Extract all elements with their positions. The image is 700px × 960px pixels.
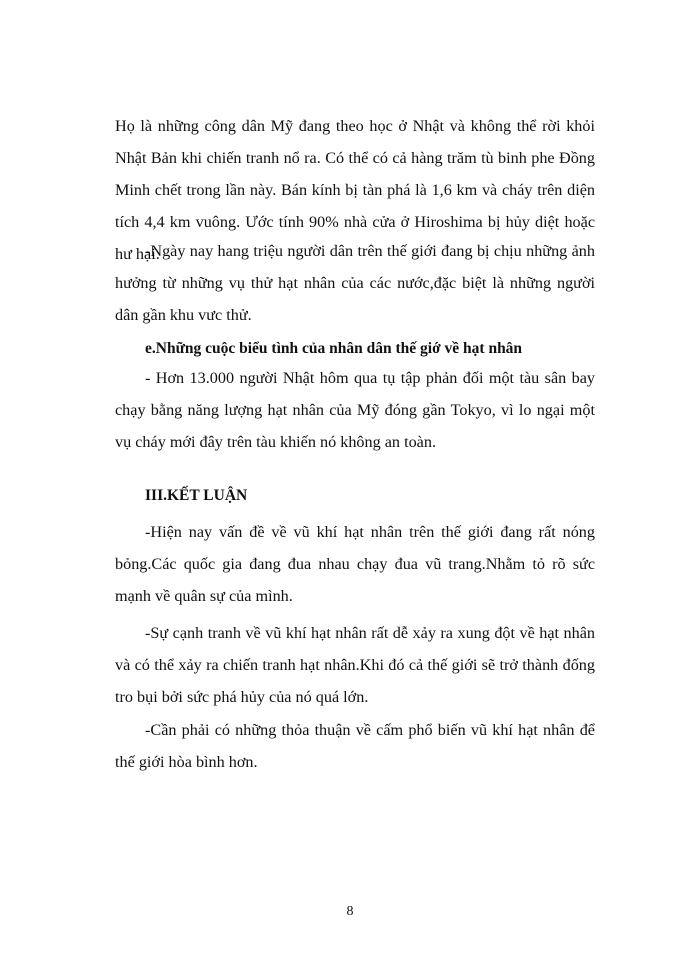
paragraph-hiroshima-casualties: Họ là những công dân Mỹ đang theo học ở Nhật và không thể rời khỏi Nhật Bản khi chiến tranh nổ ra. Có thể có cả hàng trăm tù binh phe Đồng Minh chết trong lần này. Bán kính bị tàn phá là 1,6 km và cháy trên diện tích 4,4 km vuông. Ước tính 90% nhà cửa ở Hiroshima bị hủy diệt hoặc hư hại. bbox=[115, 117, 595, 263]
paragraph-nuclear-test-effects: -Ngày nay hang triệu người dân trên thế giới đang bị chịu những ảnh hưởng từ những vụ thử hạt nhân của các nước,đặc biệt là những người dân gần khu vưc thử. bbox=[115, 242, 595, 324]
paragraph-tokyo-protest: - Hơn 13.000 người Nhật hôm qua tụ tập phản đối một tàu sân bay chạy bằng năng lượng hạt nhân của Mỹ đóng gần Tokyo, vì lo ngại một vụ cháy mới đây trên tàu khiến nó không an toàn. bbox=[115, 369, 595, 451]
paragraph-non-proliferation: -Cần phải có những thỏa thuận về cấm phổ biến vũ khí hạt nhân để thế giới hòa bình hơn. bbox=[115, 721, 595, 771]
page-number: 8 bbox=[346, 904, 354, 919]
section-heading-conclusion: III.KẾT LUẬN bbox=[145, 487, 248, 504]
paragraph-nuclear-conflict: -Sự cạnh tranh về vũ khí hạt nhân rất dễ xảy ra xung đột về hạt nhân và có thể xảy ra chiến tranh hạt nhân.Khi đó cả thế giới sẽ trở thành đống tro bụi bởi sức phá hủy của nó quá lớn. bbox=[115, 624, 595, 706]
section-heading-protests: e.Những cuộc biểu tình của nhân dân thế giớ về hạt nhân bbox=[145, 340, 523, 357]
paragraph-arms-race: -Hiện nay vấn đề về vũ khí hạt nhân trên thế giới đang rất nóng bỏng.Các quốc gia đang đua nhau chạy đua vũ trang.Nhằm tỏ rõ sức mạnh về quân sự của mình. bbox=[115, 523, 595, 605]
